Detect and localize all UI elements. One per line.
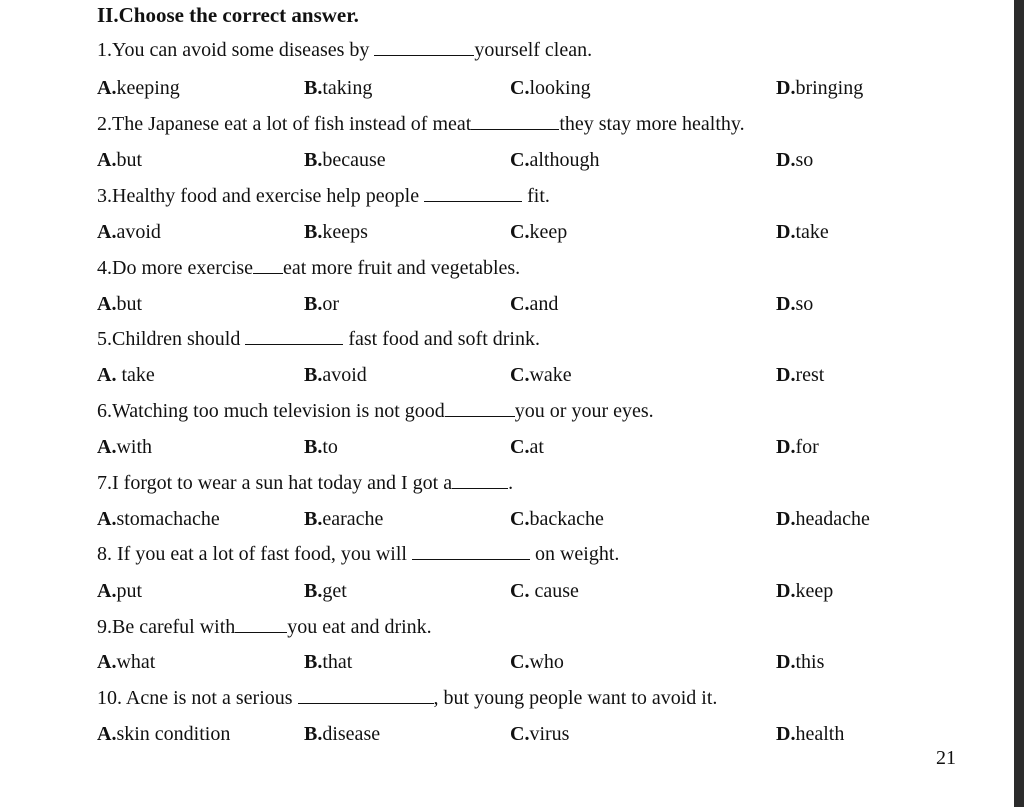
question-7	[97, 472, 513, 495]
option-c: C.wake	[510, 364, 572, 386]
question-text: 9.Be careful with	[97, 616, 236, 638]
option-a: A.skin condition	[97, 723, 231, 745]
question-text: .	[508, 472, 514, 494]
question-text: you or your eyes.	[514, 400, 654, 422]
option-d: D.for	[776, 436, 819, 458]
option-c: C.backache	[510, 508, 604, 530]
page-number: 21	[936, 747, 956, 769]
option-b: B.avoid	[304, 364, 367, 386]
question-text: you eat and drink.	[287, 616, 432, 638]
answer-blank	[424, 186, 522, 202]
option-c: C.looking	[510, 77, 591, 99]
question-text: yourself clean.	[474, 39, 593, 61]
answer-blank	[235, 617, 287, 633]
option-b: B.to	[304, 436, 338, 458]
option-a: A.keeping	[97, 77, 180, 99]
option-c: C.virus	[510, 723, 570, 745]
question-5	[97, 328, 540, 351]
option-b: B.taking	[304, 77, 373, 99]
question-text: 1.You can avoid some diseases by	[97, 39, 375, 61]
question-text: fit.	[522, 185, 550, 207]
option-b: B.keeps	[304, 221, 368, 243]
option-d: D.so	[776, 149, 814, 171]
option-c: C.and	[510, 293, 559, 315]
question-text: 5.Children should	[97, 328, 246, 350]
answer-blank	[452, 473, 508, 489]
question-text: , but young people want to avoid it.	[433, 687, 718, 709]
answer-blank	[298, 688, 434, 704]
answer-blank	[374, 40, 474, 56]
option-b: B.disease	[304, 723, 381, 745]
answer-blank	[412, 544, 530, 560]
question-8	[97, 543, 619, 566]
option-c: C.keep	[510, 221, 568, 243]
option-b: B.that	[304, 651, 353, 673]
question-text: 2.The Japanese eat a lot of fish instead of meat	[97, 113, 472, 135]
answer-blank	[471, 114, 559, 130]
question-2	[97, 113, 745, 136]
question-text: 7.I forgot to wear a sun hat today and I got a	[97, 472, 453, 494]
option-a: A.put	[97, 580, 143, 602]
option-d: D.take	[776, 221, 829, 243]
option-d: D.bringing	[776, 77, 864, 99]
answer-blank	[253, 258, 283, 274]
option-a: A.with	[97, 436, 153, 458]
question-text: 4.Do more exercise	[97, 257, 254, 279]
option-d: D.health	[776, 723, 845, 745]
question-text: 8. If you eat a lot of fast food, you will	[97, 543, 412, 565]
question-1	[97, 39, 592, 62]
question-text: 3.Healthy food and exercise help people	[97, 185, 425, 207]
option-c: C.although	[510, 149, 600, 171]
option-d: D.so	[776, 293, 814, 315]
option-c: C.at	[510, 436, 544, 458]
option-c: C. cause	[510, 580, 579, 602]
question-6	[97, 400, 654, 423]
question-text: they stay more healthy.	[559, 113, 745, 135]
question-text: eat more fruit and vegetables.	[283, 257, 521, 279]
option-d: D.rest	[776, 364, 825, 386]
section-title: II.Choose the correct answer.	[97, 3, 359, 27]
option-b: B.get	[304, 580, 347, 602]
option-d: D.this	[776, 651, 825, 673]
question-9	[97, 616, 432, 639]
question-text: on weight.	[529, 543, 620, 565]
answer-blank	[445, 401, 515, 417]
option-d: D.headache	[776, 508, 870, 530]
option-b: B.or	[304, 293, 340, 315]
option-b: B.because	[304, 149, 386, 171]
option-a: A. take	[97, 364, 155, 386]
answer-blank	[245, 329, 343, 345]
question-4	[97, 257, 520, 280]
question-10	[97, 687, 717, 710]
option-a: A.what	[97, 651, 156, 673]
option-b: B.earache	[304, 508, 384, 530]
option-c: C.who	[510, 651, 564, 673]
option-a: A.stomachache	[97, 508, 220, 530]
option-a: A.avoid	[97, 221, 161, 243]
question-3	[97, 185, 550, 208]
question-text: fast food and soft drink.	[343, 328, 540, 350]
question-text: 6.Watching too much television is not good	[97, 400, 445, 422]
option-d: D.keep	[776, 580, 834, 602]
question-text: 10. Acne is not a serious	[97, 687, 298, 709]
option-a: A.but	[97, 293, 143, 315]
option-a: A.but	[97, 149, 143, 171]
